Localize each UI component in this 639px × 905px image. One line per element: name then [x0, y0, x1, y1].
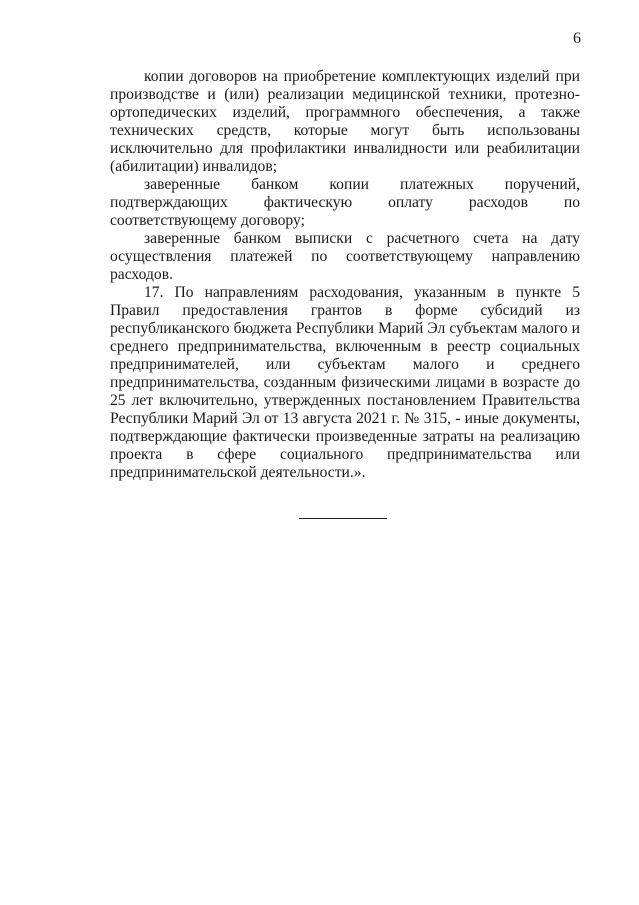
paragraph-payment-orders: заверенные банком копии платежных поручений, подтверждающих фактическую оплату расходов по соответствующему договору;	[110, 176, 580, 229]
page-number: 6	[573, 30, 581, 47]
paragraph-item-17: 17. По направлениям расходования, указанным в пункте 5 Правил предоставления грантов в форме субсидий из республиканского бюджета Республики Марий Эл субъектам малого и среднего предпринимательства, включенным в реестр социальных предпринимателей, или субъектам малого и среднего предпринимательства, созданным физическими лицами в возрасте до 25 лет включительно, утвержденных постановлением Правительства Республики Марий Эл от 13 августа 2021 г. № 315, - иные документы, подтверждающие фактически произведенные затраты на реализацию проекта в сфере социального предпринимательства или предпринимательской деятельности.».	[110, 284, 580, 481]
paragraph-bank-statements: заверенные банком выписки с расчетного счета на дату осуществления платежей по соответствующему направлению расходов.	[110, 230, 580, 283]
closing-separator-line	[299, 518, 387, 519]
document-body	[110, 68, 580, 482]
paragraph-contract-copies: копии договоров на приобретение комплектующих изделий при производстве и (или) реализации медицинской техники, протезно-ортопедических изделий, программного обеспечения, а также технических средств, которые могут быть использованы исключительно для профилактики инвалидности или реабилитации (абилитации) инвалидов;	[110, 68, 580, 175]
